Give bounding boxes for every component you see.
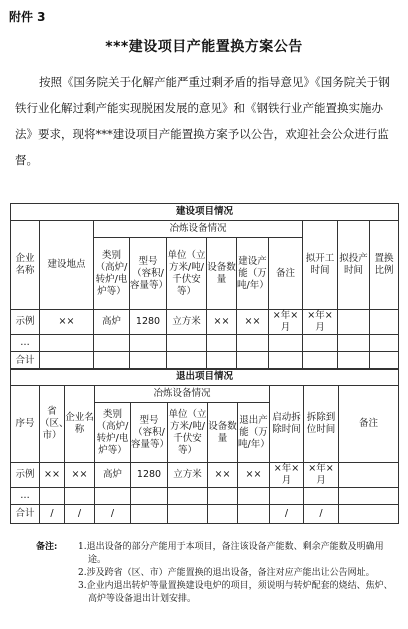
table-row <box>11 505 399 524</box>
intro-paragraph <box>15 69 397 173</box>
exit-section-title: 退出项目情况 <box>11 369 399 386</box>
page-title: ***建设项目产能置换方案公告 <box>105 39 303 55</box>
build-col-qty: 设备数量 <box>207 238 237 310</box>
build-group-header: 冶炼设备情况 <box>94 221 303 238</box>
total-label: 合计 <box>11 505 40 524</box>
exit-group-header: 冶炼设备情况 <box>95 386 270 403</box>
build-col-remark: 备注 <box>269 238 303 310</box>
cell-capacity: ×× <box>237 310 269 335</box>
slash-cell: / <box>65 505 95 524</box>
cell-location: ×× <box>40 310 94 335</box>
exit-col-category: 类别（高炉/转炉/电炉等） <box>95 403 131 463</box>
exit-col-qty: 设备数量 <box>208 403 238 463</box>
cell-remark <box>339 463 399 488</box>
build-col-category: 类别（高炉/转炉/电炉等） <box>94 238 130 310</box>
cell-ratio <box>338 310 370 335</box>
cell-qty: ×× <box>208 463 238 488</box>
cell-unit: 立方米 <box>168 463 208 488</box>
build-col-production: 拟投产时间 <box>338 221 370 310</box>
note-item: 1.退出设备的部分产能用于本项目，备注该设备产能数、剩余产能数及明确用途。 <box>78 542 384 565</box>
exit-col-unit: 单位（立方米/吨/千伏安等） <box>168 403 208 463</box>
total-label: 合计 <box>11 352 40 370</box>
slash-cell: / <box>270 505 304 524</box>
exit-col-company: 企业名称 <box>65 386 95 463</box>
example-label: 示例 <box>11 310 40 335</box>
build-col-start: 拟开工时间 <box>303 221 338 310</box>
build-col-capacity: 建设产能（万吨/年） <box>237 238 269 310</box>
table-row <box>11 463 399 488</box>
cell-category: 高炉 <box>95 463 131 488</box>
build-project-table <box>10 203 399 370</box>
cell-start-dismantle: ×年×月 <box>270 463 304 488</box>
cell-start: ×年×月 <box>269 310 303 335</box>
slash-cell: / <box>304 505 339 524</box>
table-row <box>11 335 399 352</box>
notes-label: 备注: <box>36 542 58 552</box>
exit-col-capacity: 退出产能（万吨/年） <box>238 403 270 463</box>
ellipsis-label: … <box>11 335 40 352</box>
cell-production: ×年×月 <box>303 310 338 335</box>
cell-qty: ×× <box>207 310 237 335</box>
exit-col-province: 省（区、市） <box>40 386 65 463</box>
table-row <box>11 310 399 335</box>
exit-col-model: 型号（容积/容量等） <box>131 403 168 463</box>
cell-company: ×× <box>65 463 95 488</box>
table-row <box>11 352 399 370</box>
cell-unit: 立方米 <box>167 310 207 335</box>
exit-project-table <box>10 368 399 524</box>
cell-model: 1280 <box>130 310 167 335</box>
attachment-label: 附件 3 <box>9 10 46 24</box>
cell-category: 高炉 <box>94 310 130 335</box>
build-col-company: 企业名称 <box>11 221 40 310</box>
note-item: 2.涉及跨省（区、市）产能置换的退出设备，备注对应产能出让公告网址。 <box>78 568 375 578</box>
cell-model: 1280 <box>131 463 168 488</box>
cell-dismantle-done: ×年×月 <box>304 463 339 488</box>
slash-cell: / <box>40 505 65 524</box>
table-row <box>11 488 399 505</box>
build-col-model: 型号（容积/容量等） <box>130 238 167 310</box>
cell-province: ×× <box>40 463 65 488</box>
build-col-location: 建设地点 <box>40 221 94 310</box>
build-col-ratio: 置换比例 <box>370 221 399 310</box>
slash-cell: / <box>95 505 131 524</box>
exit-col-start-dismantle: 启动拆除时间 <box>270 386 304 463</box>
example-label: 示例 <box>11 463 40 488</box>
exit-col-remark: 备注 <box>339 386 399 463</box>
cell-remark <box>370 310 399 335</box>
build-col-unit: 单位（立方米/吨/千伏安等） <box>167 238 207 310</box>
exit-col-dismantle-done: 拆除到位时间 <box>304 386 339 463</box>
notes-block <box>36 541 396 606</box>
note-item: 3.企业内退出转炉等量置换建设电炉的项目，须说明与转炉配套的烧结、焦炉、高炉等设备退出计划安排。 <box>78 581 393 604</box>
exit-col-seq: 序号 <box>11 386 40 463</box>
build-section-title: 建设项目情况 <box>11 204 399 221</box>
ellipsis-label: … <box>11 488 40 505</box>
intro-text: 按照《国务院关于化解产能严重过剩矛盾的指导意见》《国务院关于钢铁行业化解过剩产能实现脱困发展的意见》和《钢铁行业产能置换实施办法》要求，现将***建设项目产能置换方案予以公告，欢迎社会公众进行监督。 <box>15 75 390 167</box>
cell-capacity: ×× <box>238 463 270 488</box>
